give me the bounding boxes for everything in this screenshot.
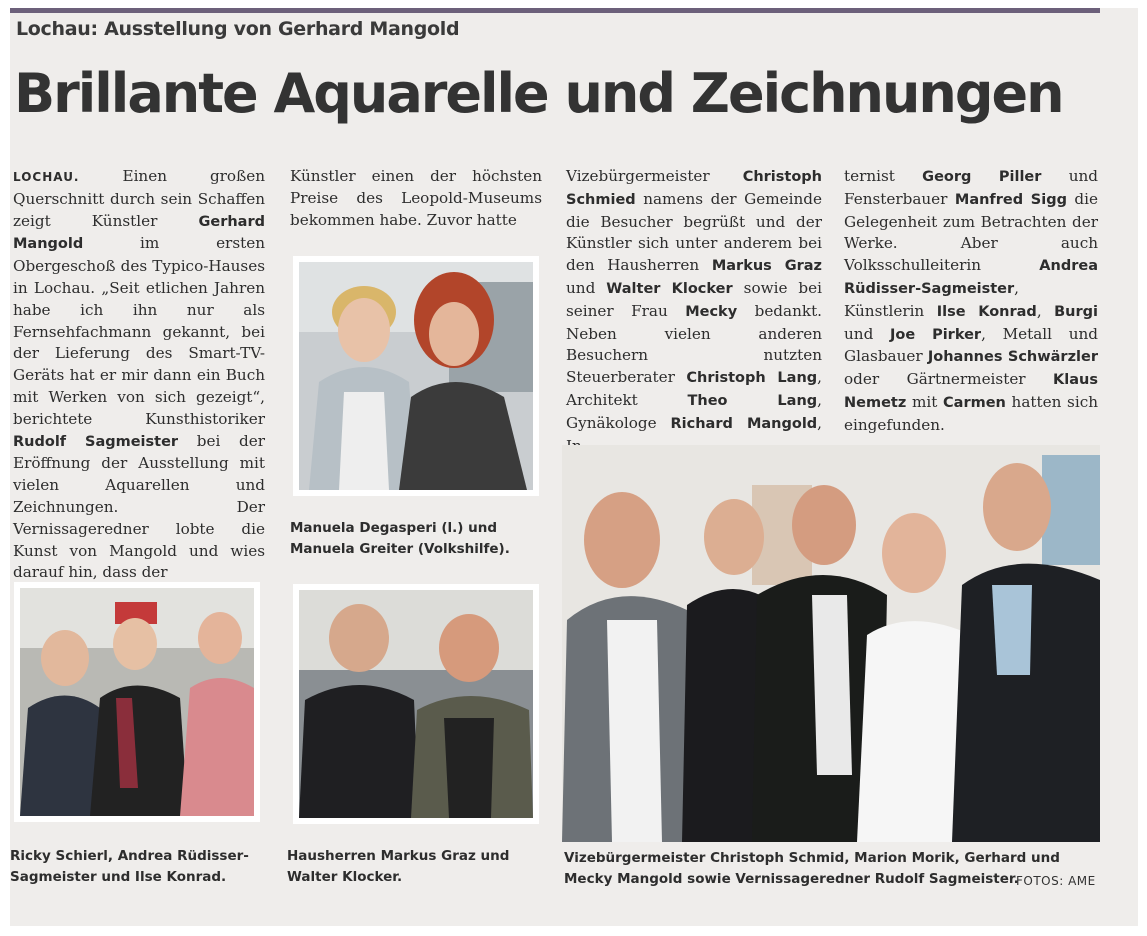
dateline: LOCHAU.: [13, 170, 80, 184]
headline: Brillante Aquarelle und Zeichnungen: [14, 62, 1063, 125]
photo-credit: FOTOS: AME: [1016, 874, 1096, 888]
caption-two-women: Manuela Degasperi (l.) und Manuela Greiter (Volkshilfe).: [290, 520, 510, 557]
photo-group: [562, 445, 1100, 842]
photo-two-men: [293, 584, 539, 824]
article-column-4: ternist Georg Piller und Fensterbauer Manfred Sigg die Gelegenheit zum Betrachten der Werke. Aber auch Volksschulleiterin Andrea Rüdisser-Sagmeister, Künstlerin Ilse Konrad, Burgi und Joe Pirker, Metall und Glasbauer Johannes Schwärzler oder Gärtnermeister Klaus Nemetz mit Carmen hatten sich eingefunden.: [844, 167, 1099, 434]
photo-two-women: [293, 256, 539, 496]
caption-group: Vizebürgermeister Christoph Schmid, Marion Morik, Gerhard und Mecky Mangold sowie Vernissageredner Rudolf Sagmeister.: [564, 850, 1060, 887]
photo-image: [299, 590, 533, 818]
photo-three-women: [14, 582, 260, 822]
photo-image: [20, 588, 254, 816]
caption-two-men: Hausherren Markus Graz und Walter Klocker.: [287, 848, 510, 885]
top-accent-bar: [10, 8, 1100, 13]
caption-three-women: Ricky Schierl, Andrea Rüdisser-Sagmeister und Ilse Konrad.: [10, 848, 249, 885]
photo-image: [562, 445, 1100, 842]
article-column-3: Vizebürgermeister Christoph Schmied namens der Gemeinde die Besucher begrüßt und der Künstler sich unter anderem bei den Hausherren Markus Graz und Walter Klocker sowie bei seiner Frau Mecky bedankt. Neben vielen anderen Besuchern nutzten Steuerberater Christoph Lang, Architekt Theo Lang, Gynäkologe Richard Mangold,: [566, 167, 822, 432]
article-column-1: LOCHAU. Einen großen Querschnitt durch sein Schaffen zeigt Künstler Gerhard Mangold im ersten Obergeschoß des Typico-Hauses in Lochau. „Seit etlichen Jahren habe ich ihn nur als Fernsehfachmann gekannt, bei der Lieferung des Smart-TV-Geräts hat er mir dann ein Buch mit Werken von sich gezeigt“, berichtete Kunsthistoriker Rudolf Sagmeister bei der Eröffnung der Ausstellung mit vielen Aquarellen und Zeichnungen. Der Vernissageredner lobte die Kunst von Mangold und wies darauf hin, dass der: [13, 167, 265, 582]
newspaper-page: [10, 8, 1138, 926]
kicker: Lochau: Ausstellung von Gerhard Mangold: [16, 18, 460, 40]
photo-image: [299, 262, 533, 490]
article-column-2: Künstler einen der höchsten Preise des Leopold-Museums bekommen habe. Zuvor hatte: [290, 167, 542, 229]
